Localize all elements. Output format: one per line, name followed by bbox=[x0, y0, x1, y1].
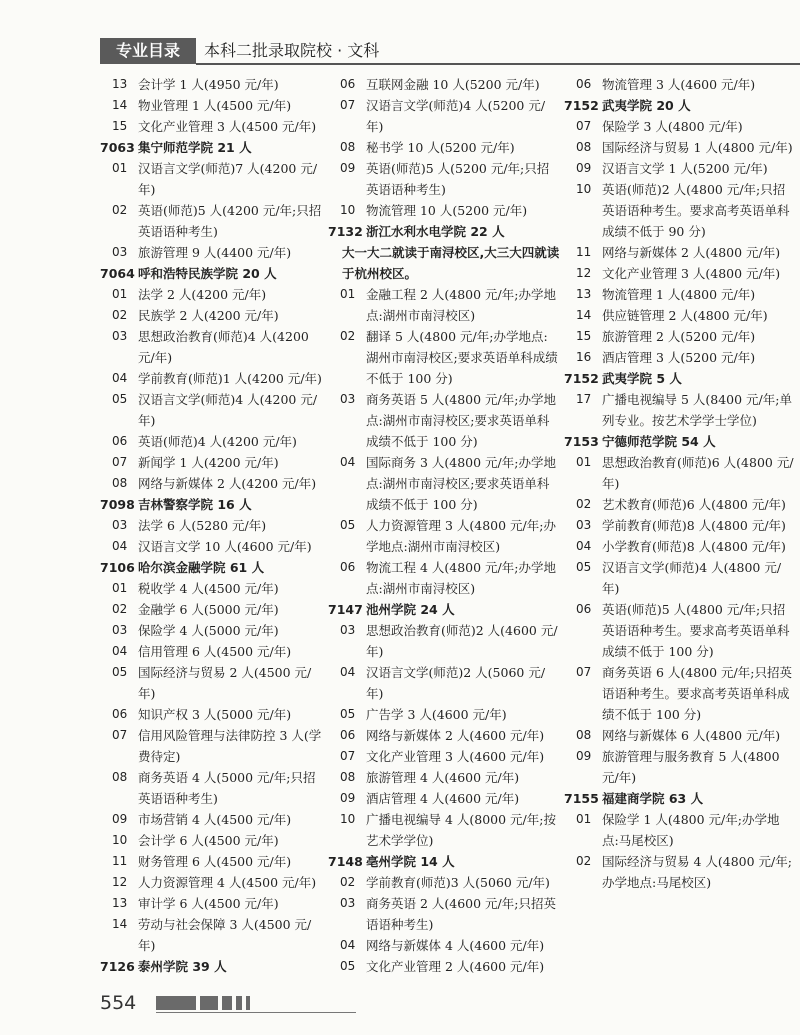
major-number: 03 bbox=[340, 896, 356, 910]
major-number: 07 bbox=[576, 119, 592, 133]
major-number: 16 bbox=[576, 350, 592, 364]
major-text: 学前教育(师范)3 人(5060 元/年) bbox=[366, 875, 550, 890]
major-text: 汉语言文学 1 人(5200 元/年) bbox=[602, 161, 768, 176]
major-text: 劳动与社会保障 3 人(4500 元/年) bbox=[138, 917, 312, 953]
major-entry bbox=[100, 242, 325, 263]
major-entry bbox=[100, 116, 325, 137]
major-text: 信用管理 6 人(4500 元/年) bbox=[138, 644, 292, 659]
major-text: 秘书学 10 人(5200 元/年) bbox=[366, 140, 515, 155]
major-number: 09 bbox=[576, 749, 592, 763]
major-text: 国际经济与贸易 4 人(4800 元/年;办学地点:马尾校区) bbox=[602, 854, 792, 890]
major-number: 03 bbox=[112, 245, 128, 259]
major-number: 07 bbox=[340, 98, 356, 112]
major-number: 04 bbox=[112, 539, 128, 553]
major-entry bbox=[328, 620, 560, 662]
major-number: 09 bbox=[576, 161, 592, 175]
major-text: 汉语言文学(师范)4 人(5200 元/年) bbox=[366, 98, 546, 134]
major-entry bbox=[564, 137, 796, 158]
school-heading bbox=[328, 599, 560, 620]
major-entry bbox=[564, 305, 796, 326]
major-entry bbox=[100, 599, 325, 620]
major-text: 法学 2 人(4200 元/年) bbox=[138, 287, 267, 302]
page-header bbox=[100, 38, 800, 64]
major-entry bbox=[100, 809, 325, 830]
major-text: 汉语言文学 10 人(4600 元/年) bbox=[138, 539, 312, 554]
major-number: 10 bbox=[112, 833, 128, 847]
major-entry bbox=[328, 515, 560, 557]
major-entry bbox=[100, 368, 325, 389]
major-text: 商务英语 4 人(5000 元/年;只招英语语种考生) bbox=[138, 770, 316, 806]
school-name: 泰州学院 39 人 bbox=[138, 959, 227, 974]
major-text: 网络与新媒体 2 人(4600 元/年) bbox=[366, 728, 545, 743]
school-heading bbox=[564, 368, 796, 389]
major-entry bbox=[328, 704, 560, 725]
page-title: 本科二批录取院校 · 文科 bbox=[204, 41, 380, 60]
major-number: 01 bbox=[340, 287, 356, 301]
major-number: 02 bbox=[112, 308, 128, 322]
major-number: 05 bbox=[112, 665, 128, 679]
major-entry bbox=[328, 872, 560, 893]
major-entry bbox=[328, 137, 560, 158]
major-entry bbox=[564, 242, 796, 263]
school-code: 7064 bbox=[100, 266, 135, 281]
major-entry bbox=[328, 956, 560, 977]
major-number: 09 bbox=[340, 161, 356, 175]
major-text: 网络与新媒体 2 人(4200 元/年) bbox=[138, 476, 317, 491]
major-text: 保险学 4 人(5000 元/年) bbox=[138, 623, 279, 638]
major-text: 艺术教育(师范)6 人(4800 元/年) bbox=[602, 497, 786, 512]
major-entry bbox=[564, 158, 796, 179]
major-text: 金融学 6 人(5000 元/年) bbox=[138, 602, 279, 617]
major-text: 保险学 1 人(4800 元/年;办学地点:马尾校区) bbox=[602, 812, 780, 848]
major-text: 学前教育(师范)1 人(4200 元/年) bbox=[138, 371, 322, 386]
school-name: 亳州学院 14 人 bbox=[366, 854, 455, 869]
major-text: 英语(师范)2 人(4800 元/年;只招英语语种考生。要求高考英语单科成绩不低于 90 分) bbox=[602, 182, 790, 239]
major-text: 文化产业管理 3 人(4800 元/年) bbox=[602, 266, 781, 281]
school-code: 7153 bbox=[564, 434, 599, 449]
major-number: 06 bbox=[576, 602, 592, 616]
major-number: 02 bbox=[112, 602, 128, 616]
school-code: 7155 bbox=[564, 791, 599, 806]
major-entry bbox=[328, 746, 560, 767]
major-entry bbox=[100, 620, 325, 641]
major-entry bbox=[328, 893, 560, 935]
major-number: 05 bbox=[576, 560, 592, 574]
major-text: 学前教育(师范)8 人(4800 元/年) bbox=[602, 518, 786, 533]
major-text: 汉语言文学(师范)4 人(4200 元/年) bbox=[138, 392, 318, 428]
major-text: 英语(师范)5 人(4800 元/年;只招英语语种考生。要求高考英语单科成绩不低于 100 分) bbox=[602, 602, 790, 659]
major-number: 08 bbox=[340, 140, 356, 154]
major-number: 07 bbox=[112, 455, 128, 469]
major-text: 文化产业管理 2 人(4600 元/年) bbox=[366, 959, 545, 974]
major-number: 04 bbox=[340, 455, 356, 469]
major-number: 06 bbox=[340, 77, 356, 91]
major-entry bbox=[100, 515, 325, 536]
major-text: 旅游管理与服务教育 5 人(4800 元/年) bbox=[602, 749, 780, 785]
school-heading bbox=[564, 788, 796, 809]
major-number: 03 bbox=[340, 623, 356, 637]
major-number: 13 bbox=[112, 896, 128, 910]
major-text: 翻译 5 人(4800 元/年;办学地点:湖州市南浔校区;要求英语单科成绩不低于 100 分) bbox=[366, 329, 558, 386]
major-number: 08 bbox=[112, 770, 128, 784]
major-number: 10 bbox=[340, 203, 356, 217]
major-number: 01 bbox=[112, 581, 128, 595]
page-footer bbox=[100, 990, 400, 1016]
major-entry bbox=[328, 935, 560, 956]
school-heading bbox=[100, 137, 325, 158]
major-entry bbox=[564, 284, 796, 305]
school-code: 7152 bbox=[564, 98, 599, 113]
major-entry bbox=[328, 767, 560, 788]
major-text: 新闻学 1 人(4200 元/年) bbox=[138, 455, 279, 470]
major-text: 市场营销 4 人(4500 元/年) bbox=[138, 812, 292, 827]
major-text: 汉语言文学(师范)2 人(5060 元/年) bbox=[366, 665, 546, 701]
major-number: 08 bbox=[576, 140, 592, 154]
major-number: 15 bbox=[112, 119, 128, 133]
school-heading bbox=[564, 431, 796, 452]
column-3 bbox=[564, 74, 796, 893]
major-entry bbox=[100, 578, 325, 599]
major-entry bbox=[564, 452, 796, 494]
major-number: 06 bbox=[112, 434, 128, 448]
major-entry bbox=[100, 641, 325, 662]
major-entry bbox=[100, 914, 325, 956]
major-entry bbox=[564, 746, 796, 788]
column-1 bbox=[100, 74, 325, 977]
major-number: 06 bbox=[340, 560, 356, 574]
school-heading bbox=[328, 851, 560, 872]
footer-decoration bbox=[156, 996, 316, 1010]
major-number: 10 bbox=[576, 182, 592, 196]
school-code: 7063 bbox=[100, 140, 135, 155]
major-number: 07 bbox=[576, 665, 592, 679]
major-entry bbox=[100, 74, 325, 95]
major-number: 08 bbox=[340, 770, 356, 784]
major-number: 12 bbox=[576, 266, 592, 280]
school-heading bbox=[100, 494, 325, 515]
school-code: 7148 bbox=[328, 854, 363, 869]
major-number: 14 bbox=[576, 308, 592, 322]
major-text: 汉语言文学(师范)4 人(4800 元/年) bbox=[602, 560, 782, 596]
major-text: 保险学 3 人(4800 元/年) bbox=[602, 119, 743, 134]
major-text: 网络与新媒体 2 人(4800 元/年) bbox=[602, 245, 781, 260]
major-entry bbox=[328, 557, 560, 599]
major-text: 文化产业管理 3 人(4500 元/年) bbox=[138, 119, 317, 134]
school-heading bbox=[564, 95, 796, 116]
major-entry bbox=[564, 326, 796, 347]
major-entry bbox=[100, 872, 325, 893]
section-tag: 专业目录 bbox=[100, 38, 196, 64]
school-name: 武夷学院 5 人 bbox=[602, 371, 682, 386]
school-code: 7132 bbox=[328, 224, 363, 239]
school-name: 集宁师范学院 21 人 bbox=[138, 140, 252, 155]
major-entry bbox=[100, 200, 325, 242]
major-text: 财务管理 6 人(4500 元/年) bbox=[138, 854, 292, 869]
major-entry bbox=[564, 389, 796, 431]
major-entry bbox=[328, 74, 560, 95]
major-entry bbox=[100, 326, 325, 368]
major-entry bbox=[328, 284, 560, 326]
major-text: 商务英语 2 人(4600 元/年;只招英语语种考生) bbox=[366, 896, 556, 932]
major-entry bbox=[100, 851, 325, 872]
major-entry bbox=[564, 347, 796, 368]
major-text: 酒店管理 4 人(4600 元/年) bbox=[366, 791, 520, 806]
major-text: 旅游管理 2 人(5200 元/年) bbox=[602, 329, 756, 344]
major-text: 审计学 6 人(4500 元/年) bbox=[138, 896, 279, 911]
school-heading bbox=[100, 956, 325, 977]
major-text: 旅游管理 4 人(4600 元/年) bbox=[366, 770, 520, 785]
major-number: 01 bbox=[576, 455, 592, 469]
major-number: 05 bbox=[112, 392, 128, 406]
major-text: 互联网金融 10 人(5200 元/年) bbox=[366, 77, 540, 92]
major-entry bbox=[100, 725, 325, 767]
major-number: 03 bbox=[576, 518, 592, 532]
major-number: 03 bbox=[112, 329, 128, 343]
major-number: 15 bbox=[576, 329, 592, 343]
major-number: 11 bbox=[576, 245, 592, 259]
major-number: 02 bbox=[340, 875, 356, 889]
major-entry bbox=[328, 389, 560, 452]
major-number: 14 bbox=[112, 917, 128, 931]
major-entry bbox=[100, 452, 325, 473]
school-code: 7098 bbox=[100, 497, 135, 512]
school-name: 呼和浩特民族学院 20 人 bbox=[138, 266, 277, 281]
major-entry bbox=[100, 536, 325, 557]
school-name: 浙江水利水电学院 22 人 bbox=[366, 224, 505, 239]
major-number: 17 bbox=[576, 392, 592, 406]
school-name: 宁德师范学院 54 人 bbox=[602, 434, 716, 449]
header-rule bbox=[196, 63, 800, 65]
school-name: 池州学院 24 人 bbox=[366, 602, 455, 617]
major-text: 国际商务 3 人(4800 元/年;办学地点:湖州市南浔校区;要求英语单科成绩不低于 100 分) bbox=[366, 455, 556, 512]
major-text: 税收学 4 人(4500 元/年) bbox=[138, 581, 279, 596]
major-number: 13 bbox=[576, 287, 592, 301]
major-text: 物流工程 4 人(4800 元/年;办学地点:湖州市南浔校区) bbox=[366, 560, 556, 596]
page-number: 554 bbox=[100, 992, 137, 1014]
school-heading bbox=[100, 557, 325, 578]
major-text: 民族学 2 人(4200 元/年) bbox=[138, 308, 279, 323]
major-entry bbox=[564, 263, 796, 284]
major-text: 商务英语 5 人(4800 元/年;办学地点:湖州市南浔校区;要求英语单科成绩不低于 100 分) bbox=[366, 392, 556, 449]
school-heading bbox=[100, 263, 325, 284]
major-number: 08 bbox=[112, 476, 128, 490]
major-text: 英语(师范)5 人(4200 元/年;只招英语语种考生) bbox=[138, 203, 322, 239]
major-number: 06 bbox=[576, 77, 592, 91]
school-code: 7147 bbox=[328, 602, 363, 617]
major-entry bbox=[564, 599, 796, 662]
major-entry bbox=[100, 95, 325, 116]
major-entry bbox=[100, 662, 325, 704]
major-entry bbox=[100, 473, 325, 494]
major-text: 会计学 1 人(4950 元/年) bbox=[138, 77, 279, 92]
school-name: 哈尔滨金融学院 61 人 bbox=[138, 560, 265, 575]
major-entry bbox=[564, 116, 796, 137]
major-entry bbox=[100, 305, 325, 326]
major-number: 02 bbox=[576, 497, 592, 511]
major-text: 人力资源管理 3 人(4800 元/年;办学地点:湖州市南浔校区) bbox=[366, 518, 556, 554]
major-entry bbox=[100, 893, 325, 914]
major-number: 13 bbox=[112, 77, 128, 91]
major-entry bbox=[100, 704, 325, 725]
major-text: 信用风险管理与法律防控 3 人(学费待定) bbox=[138, 728, 322, 764]
major-text: 知识产权 3 人(5000 元/年) bbox=[138, 707, 292, 722]
major-entry bbox=[328, 725, 560, 746]
major-entry bbox=[564, 494, 796, 515]
school-note: 大一大二就读于南浔校区,大三大四就读于杭州校区。 bbox=[342, 245, 560, 281]
major-number: 05 bbox=[340, 707, 356, 721]
major-number: 03 bbox=[112, 623, 128, 637]
major-text: 思想政治教育(师范)4 人(4200 元/年) bbox=[138, 329, 309, 365]
major-number: 03 bbox=[340, 392, 356, 406]
major-number: 04 bbox=[340, 665, 356, 679]
major-entry bbox=[564, 74, 796, 95]
major-entry bbox=[328, 788, 560, 809]
major-number: 01 bbox=[112, 287, 128, 301]
footer-rule bbox=[156, 1012, 356, 1013]
major-entry bbox=[100, 830, 325, 851]
major-number: 09 bbox=[340, 791, 356, 805]
major-entry bbox=[564, 179, 796, 242]
school-name: 福建商学院 63 人 bbox=[602, 791, 704, 806]
major-entry bbox=[564, 557, 796, 599]
major-number: 03 bbox=[112, 518, 128, 532]
major-text: 文化产业管理 3 人(4600 元/年) bbox=[366, 749, 545, 764]
column-2 bbox=[328, 74, 560, 977]
major-text: 物流管理 3 人(4600 元/年) bbox=[602, 77, 756, 92]
major-text: 思想政治教育(师范)2 人(4600 元/年) bbox=[366, 623, 558, 659]
major-number: 05 bbox=[340, 959, 356, 973]
major-number: 07 bbox=[112, 728, 128, 742]
major-entry bbox=[328, 809, 560, 851]
major-text: 小学教育(师范)8 人(4800 元/年) bbox=[602, 539, 786, 554]
major-text: 酒店管理 3 人(5200 元/年) bbox=[602, 350, 756, 365]
major-number: 12 bbox=[112, 875, 128, 889]
major-number: 01 bbox=[576, 812, 592, 826]
major-entry bbox=[564, 515, 796, 536]
major-entry bbox=[564, 725, 796, 746]
major-text: 国际经济与贸易 2 人(4500 元/年) bbox=[138, 665, 312, 701]
major-text: 人力资源管理 4 人(4500 元/年) bbox=[138, 875, 317, 890]
school-code: 7106 bbox=[100, 560, 135, 575]
major-number: 01 bbox=[112, 161, 128, 175]
major-number: 02 bbox=[340, 329, 356, 343]
major-text: 网络与新媒体 6 人(4800 元/年) bbox=[602, 728, 781, 743]
major-entry bbox=[564, 809, 796, 851]
major-entry bbox=[328, 326, 560, 389]
major-text: 广播电视编导 5 人(8400 元/年;单列专业。按艺术学学士学位) bbox=[602, 392, 792, 428]
major-text: 物流管理 10 人(5200 元/年) bbox=[366, 203, 528, 218]
major-number: 07 bbox=[340, 749, 356, 763]
major-entry bbox=[564, 662, 796, 725]
major-number: 08 bbox=[576, 728, 592, 742]
major-entry bbox=[328, 158, 560, 200]
major-number: 06 bbox=[340, 728, 356, 742]
major-text: 国际经济与贸易 1 人(4800 元/年) bbox=[602, 140, 793, 155]
major-text: 英语(师范)5 人(5200 元/年;只招英语语种考生) bbox=[366, 161, 550, 197]
school-code: 7152 bbox=[564, 371, 599, 386]
major-number: 11 bbox=[112, 854, 128, 868]
major-entry bbox=[564, 851, 796, 893]
major-text: 商务英语 6 人(4800 元/年;只招英语语种考生。要求高考英语单科成绩不低于 100 分) bbox=[602, 665, 792, 722]
school-heading bbox=[328, 221, 560, 242]
major-text: 广播电视编导 4 人(8000 元/年;按艺术学学位) bbox=[366, 812, 556, 848]
major-entry bbox=[100, 158, 325, 200]
school-code: 7126 bbox=[100, 959, 135, 974]
major-number: 04 bbox=[576, 539, 592, 553]
major-text: 金融工程 2 人(4800 元/年;办学地点:湖州市南浔校区) bbox=[366, 287, 556, 323]
major-number: 14 bbox=[112, 98, 128, 112]
major-entry bbox=[564, 536, 796, 557]
major-number: 06 bbox=[112, 707, 128, 721]
major-entry bbox=[100, 431, 325, 452]
school-name: 武夷学院 20 人 bbox=[602, 98, 691, 113]
school-name: 吉林警察学院 16 人 bbox=[138, 497, 252, 512]
major-text: 旅游管理 9 人(4400 元/年) bbox=[138, 245, 292, 260]
major-entry bbox=[328, 200, 560, 221]
major-text: 物业管理 1 人(4500 元/年) bbox=[138, 98, 292, 113]
major-text: 网络与新媒体 4 人(4600 元/年) bbox=[366, 938, 545, 953]
major-text: 汉语言文学(师范)7 人(4200 元/年) bbox=[138, 161, 318, 197]
major-text: 英语(师范)4 人(4200 元/年) bbox=[138, 434, 297, 449]
major-entry bbox=[100, 389, 325, 431]
major-text: 思想政治教育(师范)6 人(4800 元/年) bbox=[602, 455, 794, 491]
major-text: 广告学 3 人(4600 元/年) bbox=[366, 707, 507, 722]
major-number: 04 bbox=[340, 938, 356, 952]
major-entry bbox=[328, 452, 560, 515]
major-text: 会计学 6 人(4500 元/年) bbox=[138, 833, 279, 848]
major-number: 09 bbox=[112, 812, 128, 826]
major-entry bbox=[100, 767, 325, 809]
major-text: 法学 6 人(5280 元/年) bbox=[138, 518, 267, 533]
major-number: 04 bbox=[112, 644, 128, 658]
major-entry bbox=[100, 284, 325, 305]
major-text: 物流管理 1 人(4800 元/年) bbox=[602, 287, 756, 302]
major-number: 04 bbox=[112, 371, 128, 385]
major-entry bbox=[328, 662, 560, 704]
major-entry bbox=[328, 95, 560, 137]
major-number: 02 bbox=[576, 854, 592, 868]
major-number: 10 bbox=[340, 812, 356, 826]
major-number: 05 bbox=[340, 518, 356, 532]
major-number: 02 bbox=[112, 203, 128, 217]
major-text: 供应链管理 2 人(4800 元/年) bbox=[602, 308, 768, 323]
